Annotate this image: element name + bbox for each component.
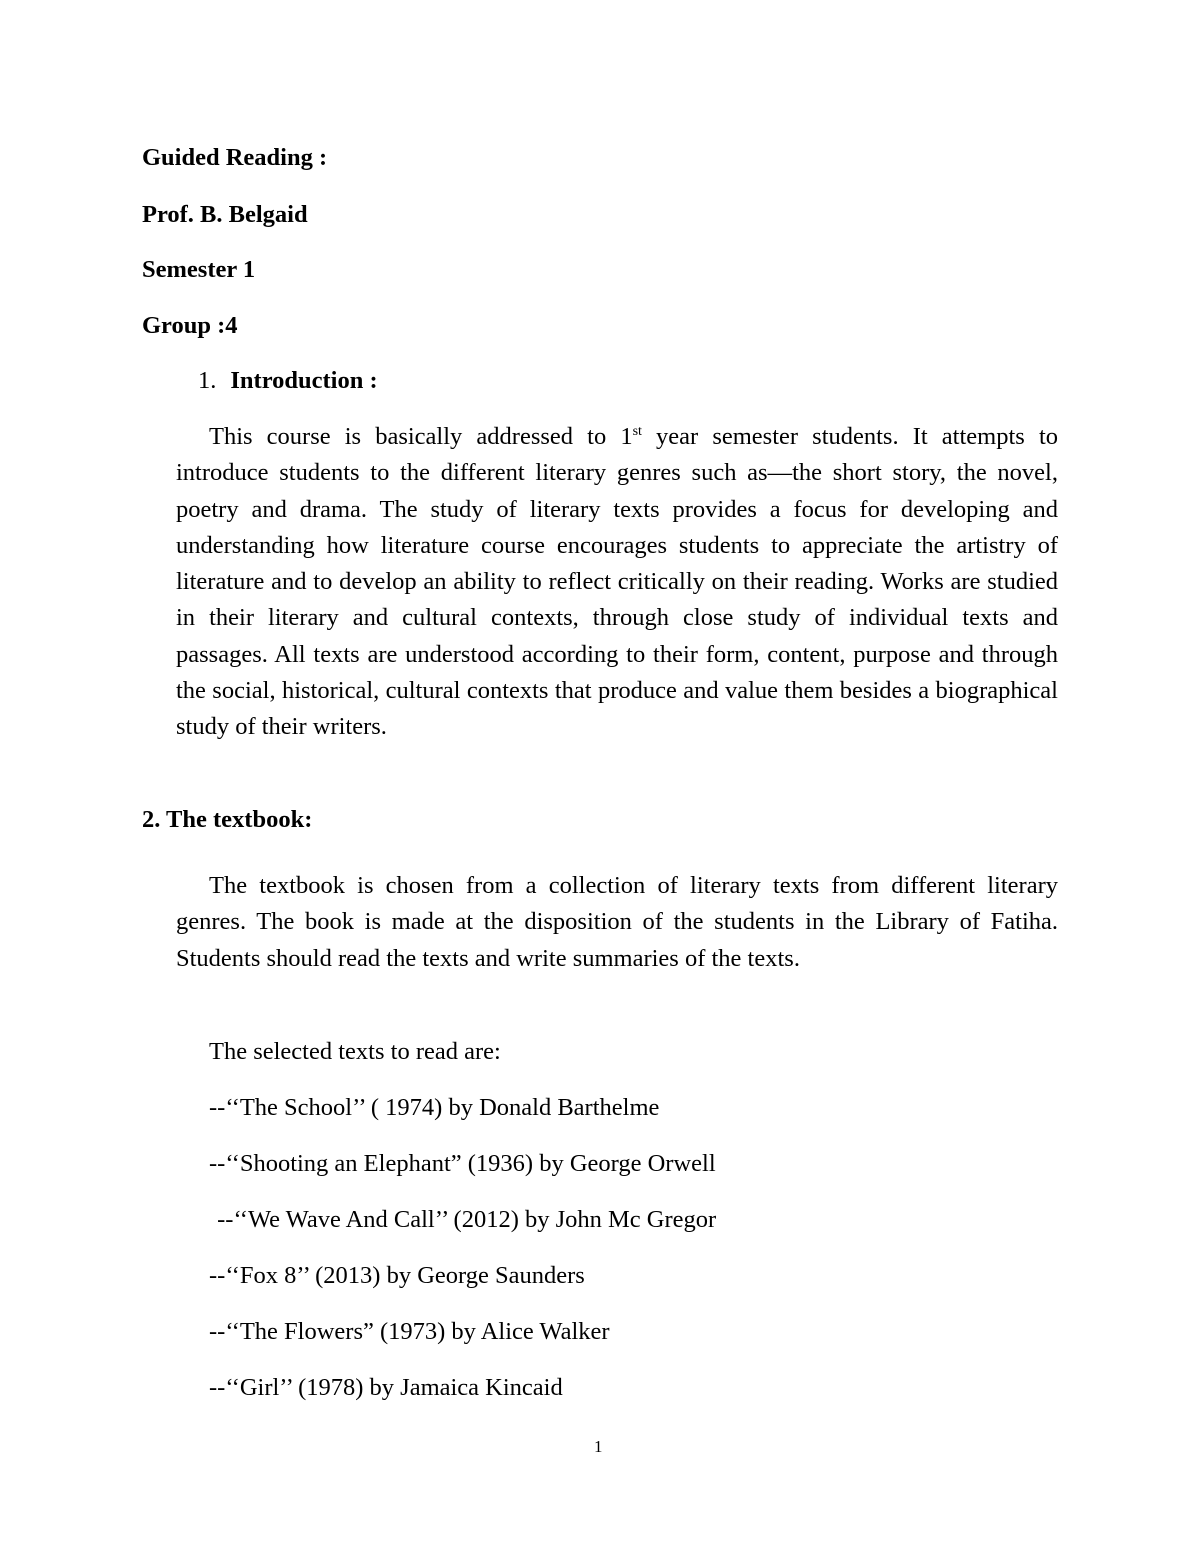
- group-label: Group :4: [142, 312, 238, 339]
- section-number: 1.: [198, 367, 217, 394]
- list-item: --‘‘Shooting an Elephant” (1936) by George Orwell: [209, 1150, 716, 1177]
- textbook-paragraph: [176, 868, 1058, 977]
- list-item: --‘‘We Wave And Call’’ (2012) by John Mc Gregor: [211, 1206, 717, 1233]
- list-intro: The selected texts to read are:: [209, 1038, 501, 1065]
- section-heading-introduction: [198, 369, 378, 394]
- document-title: Guided Reading :: [142, 144, 328, 171]
- intro-text-start: This course is basically addressed to 1: [209, 423, 633, 450]
- professor-name: Prof. B. Belgaid: [142, 201, 308, 228]
- list-item: --‘‘Fox 8’’ (2013) by George Saunders: [209, 1262, 585, 1289]
- intro-text-rest: year semester students. It attempts to introduce students to the different literary genres such as—the short story, the novel, poetry and drama. The study of literary texts provides a focus for developing and understanding how literature course encourages students to appreciate the artistry of literature and to develop an ability to reflect critically on their reading. Works are studied in their literary and cultural contexts, through close study of individual texts and passages. All texts are understood according to their form, content, purpose and through the social, historical, cultural contexts that produce and value them besides a biographical study of their writers.: [176, 423, 1059, 741]
- page-number: 1: [594, 1437, 603, 1456]
- section-title: Introduction :: [230, 367, 378, 394]
- ordinal-suffix: st: [632, 424, 642, 439]
- semester-label: Semester 1: [142, 256, 256, 283]
- introduction-paragraph: [176, 419, 1058, 746]
- list-item: --‘‘The Flowers” (1973) by Alice Walker: [209, 1318, 610, 1345]
- textbook-text: The textbook is chosen from a collection of literary texts from different literary genres. The book is made at the disposition of the students in the Library of Fatiha. Students should read the texts and write summaries of the texts.: [176, 872, 1058, 972]
- section-heading-textbook: 2. The textbook:: [142, 806, 313, 833]
- list-item: --‘‘The School’’ ( 1974) by Donald Barthelme: [209, 1094, 660, 1121]
- list-item: --‘‘Girl’’ (1978) by Jamaica Kincaid: [209, 1374, 563, 1401]
